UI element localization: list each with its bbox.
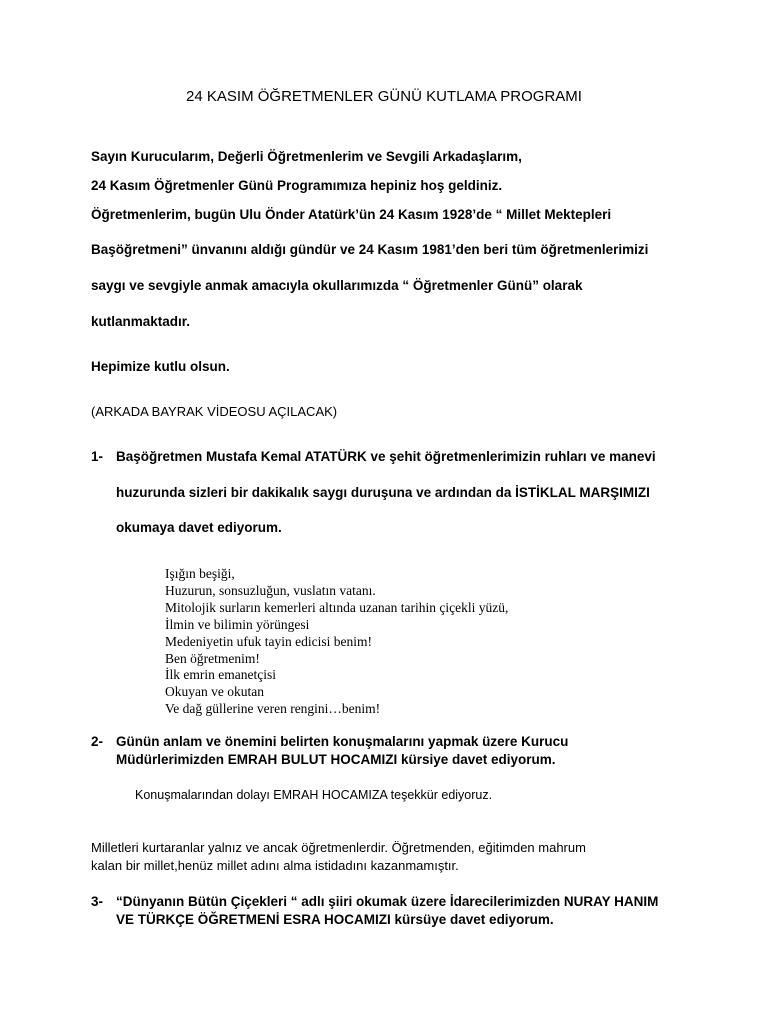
video-note: (ARKADA BAYRAK VİDEOSU AÇILACAK) — [91, 404, 338, 419]
item3-line: “Dünyanın Bütün Çiçekleri “ adlı şiiri okumak üzere İdarecilerimizden NURAY HANIM — [116, 894, 659, 909]
item1-line: huzurunda sizleri bir dakikalık saygı duruşuna ve ardından da İSTİKLAL MARŞIMIZI — [116, 485, 650, 500]
page-title: 24 KASIM ÖĞRETMENLER GÜNÜ KUTLAMA PROGRAMI — [186, 88, 582, 105]
item1-line: Başöğretmen Mustafa Kemal ATATÜRK ve şehit öğretmenlerimizin ruhları ve manevi — [116, 449, 656, 464]
intro-line: Başöğretmeni” ünvanını aldığı gündür ve 24 Kasım 1981’den beri tüm öğretmenlerimizi — [91, 242, 649, 257]
poem-line: Medeniyetin ufuk tayin edicisi benim! — [165, 633, 372, 649]
item3-line: VE TÜRKÇE ÖĞRETMENİ ESRA HOCAMIZI kürsüye davet ediyorum. — [116, 912, 554, 927]
welcome-text: 24 Kasım Öğretmenler Günü Programımıza hepiniz hoş geldiniz. — [91, 178, 503, 193]
intro-line: kutlanmaktadır. — [91, 314, 191, 329]
thanks-text: Konuşmalarından dolayı EMRAH HOCAMIZA teşekkür ediyoruz. — [135, 788, 493, 802]
poem-line: Ve dağ güllerine veren rengini…benim! — [165, 701, 381, 717]
quote-line: kalan bir millet,henüz millet adını alma istidadını kazanmamıştır. — [91, 858, 459, 873]
intro-line: Öğretmenlerim, bugün Ulu Önder Atatürk’ün 24 Kasım 1928’de “ Millet Mektepleri — [91, 207, 612, 222]
item-number: 1- — [91, 449, 104, 464]
quote-line: Milletleri kurtaranlar yalnız ve ancak öğretmenlerdir. Öğretmenden, eğitimden mahrum — [91, 840, 586, 855]
poem-line: Ben öğretmenim! — [165, 650, 260, 666]
poem-block — [165, 566, 508, 718]
item1-line: okumaya davet ediyorum. — [116, 520, 282, 535]
item-number: 3- — [91, 894, 104, 909]
item2-line: Müdürlerimizden EMRAH BULUT HOCAMIZI kürsiye davet ediyorum. — [116, 752, 556, 767]
poem-line: Işığın beşiği, — [165, 566, 235, 581]
poem-line: Huzurun, sonsuzluğun, vuslatın vatanı. — [165, 582, 376, 598]
poem-line: Okuyan ve okutan — [165, 684, 264, 700]
poem-line: Mitolojik surların kemerleri altında uzanan tarihin çiçekli yüzü, — [165, 599, 509, 615]
wish-text: Hepimize kutlu olsun. — [91, 359, 230, 374]
intro-line: saygı ve sevgiyle anmak amacıyla okullarımızda “ Öğretmenler Günü” olarak — [91, 278, 583, 293]
poem-line: İlk emrin emanetçisi — [165, 667, 276, 683]
item2-line: Günün anlam ve önemini belirten konuşmalarını yapmak üzere Kurucu — [116, 734, 569, 749]
greeting: Sayın Kurucularım, Değerli Öğretmenlerim ve Sevgili Arkadaşlarım, — [91, 149, 522, 164]
poem-line: İlmin ve bilimin yörüngesi — [165, 616, 310, 632]
item-number: 2- — [91, 734, 104, 749]
